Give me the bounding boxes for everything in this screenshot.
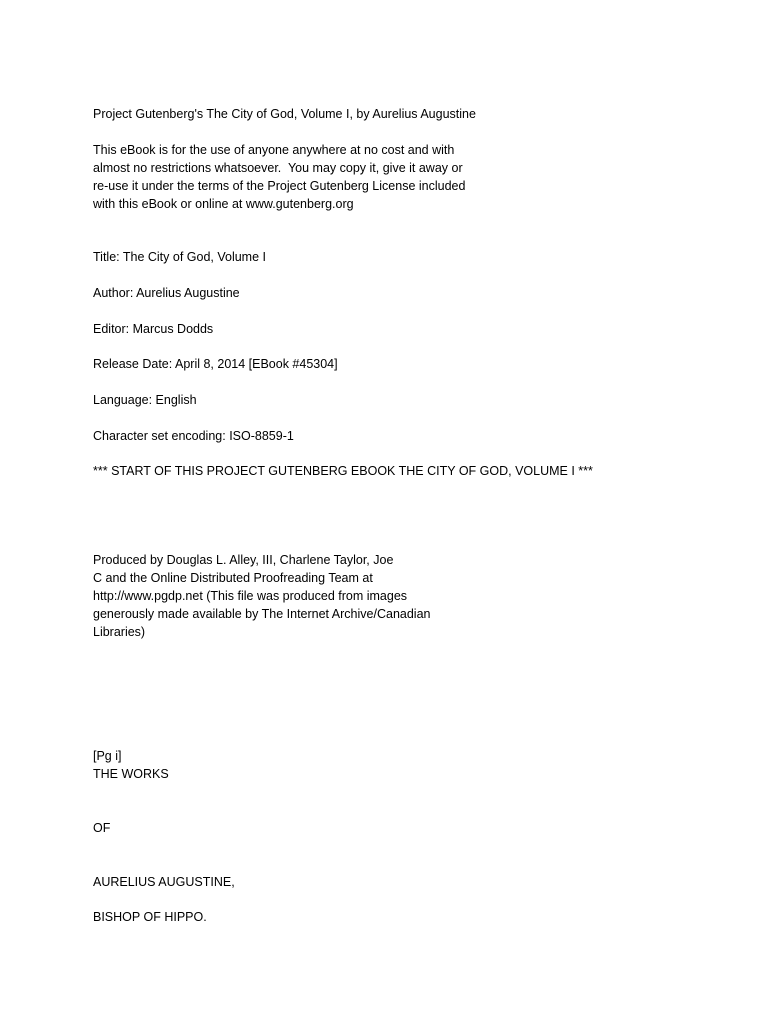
- page-marker: [Pg i]: [93, 749, 122, 763]
- license-line: with this eBook or online at www.gutenberg.org: [93, 197, 354, 211]
- start-marker-line: *** START OF THIS PROJECT GUTENBERG EBOOK THE CITY OF GOD, VOLUME I ***: [93, 464, 593, 478]
- author-line: Author: Aurelius Augustine: [93, 286, 240, 300]
- encoding-line: Character set encoding: ISO-8859-1: [93, 429, 294, 443]
- license-line: almost no restrictions whatsoever. You may copy it, give it away or: [93, 161, 463, 175]
- works-heading: THE WORKS: [93, 767, 169, 781]
- title-line: Title: The City of God, Volume I: [93, 250, 266, 264]
- release-date-line: Release Date: April 8, 2014 [EBook #45304]: [93, 357, 338, 371]
- credits-line: http://www.pgdp.net (This file was produced from images: [93, 589, 408, 603]
- credits-line: generously made available by The Internet Archive/Canadian: [93, 607, 431, 621]
- credits-line: Produced by Douglas L. Alley, III, Charlene Taylor, Joe: [93, 553, 394, 567]
- bishop-heading: BISHOP OF HIPPO.: [93, 910, 207, 924]
- license-line: This eBook is for the use of anyone anywhere at no cost and with: [93, 143, 455, 157]
- license-line: re-use it under the terms of the Project Gutenberg License included: [93, 179, 466, 193]
- editor-line: Editor: Marcus Dodds: [93, 322, 214, 336]
- credits-line: C and the Online Distributed Proofreading Team at: [93, 571, 373, 585]
- credits-line: Libraries): [93, 625, 146, 639]
- of-heading: OF: [93, 821, 111, 835]
- language-line: Language: English: [93, 393, 197, 407]
- ebook-header-line: Project Gutenberg's The City of God, Volume I, by Aurelius Augustine: [93, 107, 476, 121]
- author-heading: AURELIUS AUGUSTINE,: [93, 875, 235, 889]
